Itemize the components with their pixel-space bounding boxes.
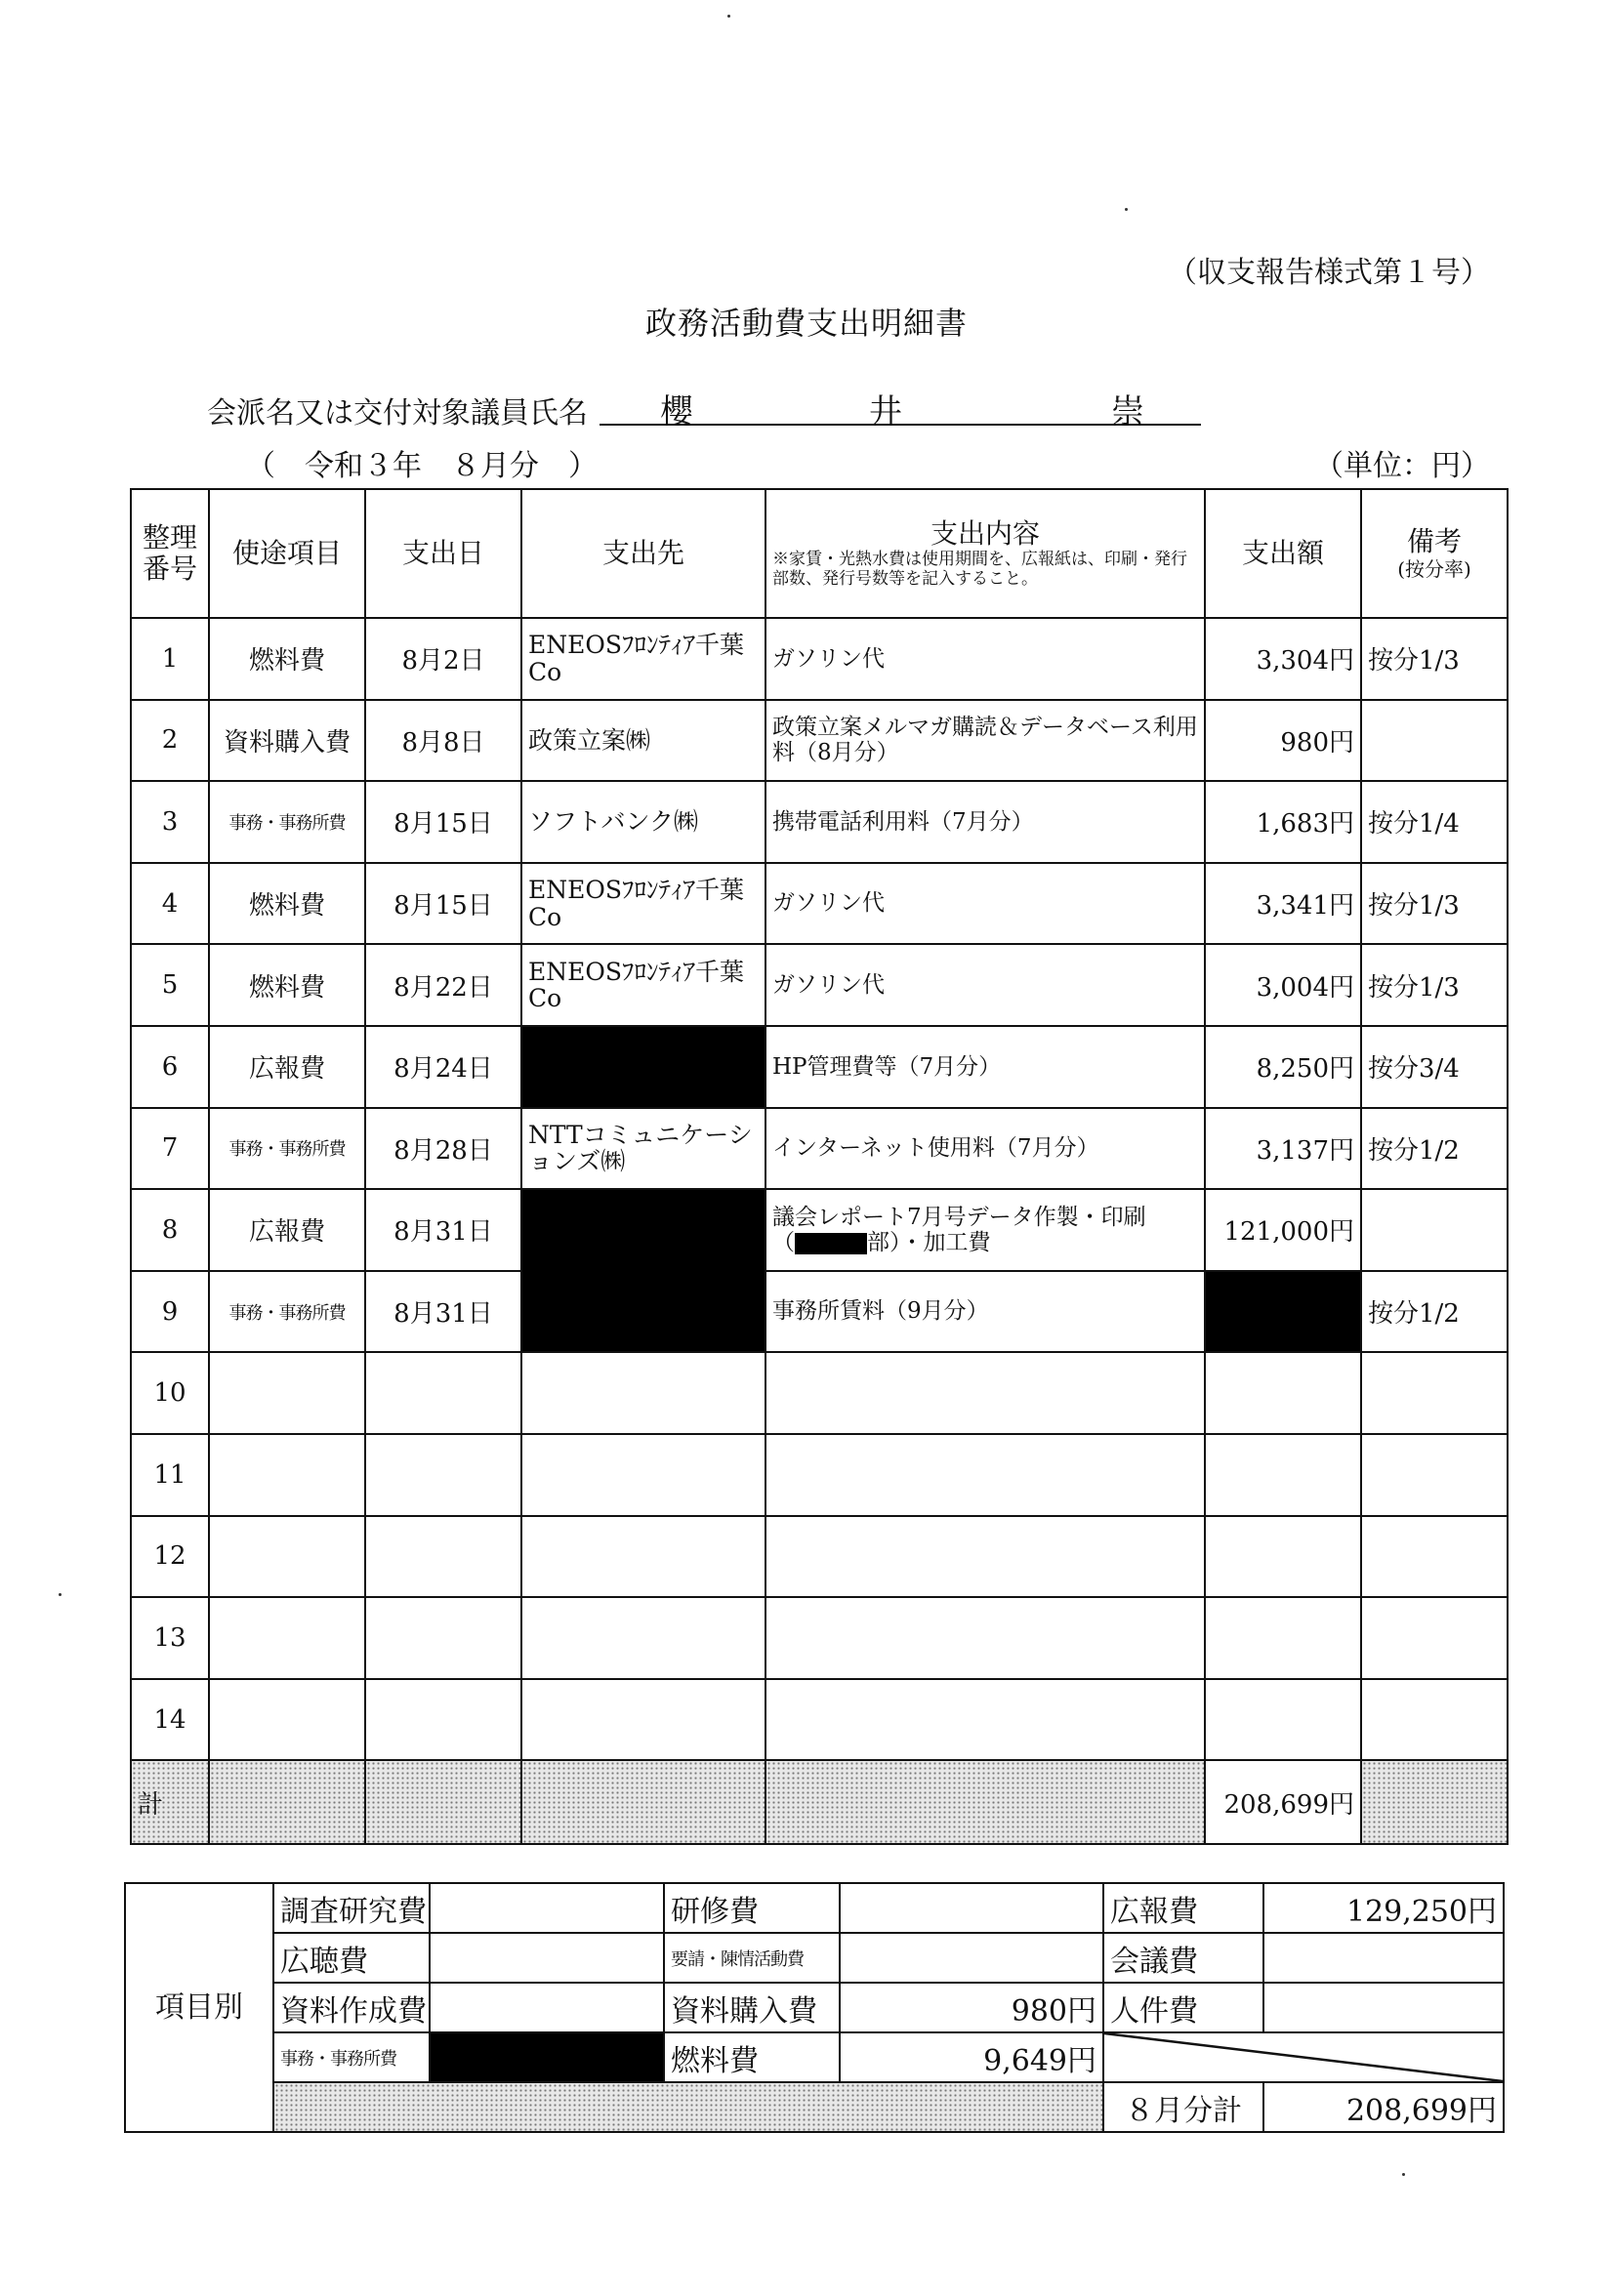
row-remarks bbox=[1361, 1189, 1508, 1271]
table-row bbox=[131, 1597, 1508, 1679]
row-content: ガソリン代 bbox=[765, 944, 1205, 1026]
empty-cell bbox=[765, 1516, 1205, 1598]
expense-detail-table bbox=[130, 488, 1509, 1845]
kocho-amount bbox=[430, 1933, 664, 1983]
row-payee: ソフトバンク㈱ bbox=[521, 781, 765, 863]
empty-cell bbox=[1205, 1352, 1361, 1434]
row-no: 5 bbox=[131, 944, 209, 1026]
empty-cell bbox=[209, 1516, 365, 1598]
scan-speck bbox=[59, 1593, 62, 1596]
empty-cell bbox=[1361, 1516, 1508, 1598]
row-category: 広報費 bbox=[209, 1026, 365, 1108]
empty-cell bbox=[1361, 1352, 1508, 1434]
table-row bbox=[131, 1516, 1508, 1598]
row-content: ガソリン代 bbox=[765, 863, 1205, 945]
empty-cell bbox=[209, 1597, 365, 1679]
row-date: 8月15日 bbox=[365, 863, 521, 945]
form-number: （収支報告様式第１号） bbox=[1168, 256, 1490, 290]
shaded-cell bbox=[209, 1760, 365, 1844]
yosei-label: 要請・陳情活動費 bbox=[664, 1933, 840, 1983]
empty-cell bbox=[1361, 1679, 1508, 1761]
row-date: 8月31日 bbox=[365, 1271, 521, 1353]
koho-amount: 129,250円 bbox=[1263, 1883, 1504, 1933]
empty-cell bbox=[1205, 1434, 1361, 1516]
konyu-amount: 980円 bbox=[840, 1983, 1103, 2032]
row-amount: 3,341円 bbox=[1205, 863, 1361, 945]
row-category: 資料購入費 bbox=[209, 700, 365, 782]
row-no: 1 bbox=[131, 618, 209, 700]
empty-cell bbox=[365, 1434, 521, 1516]
jimu-label: 事務・事務所費 bbox=[273, 2032, 430, 2082]
kenshu-amount bbox=[840, 1883, 1103, 1933]
diagonal-blank-cell bbox=[1103, 2032, 1504, 2082]
empty-cell bbox=[1361, 1434, 1508, 1516]
total-amount: 208,699円 bbox=[1205, 1760, 1361, 1844]
header-content-note: ※家賃・光熱水費は使用期間を、広報紙は、印刷・発行部数、発行号数等を記入すること。 bbox=[772, 549, 1187, 590]
row-remarks: 按分1/3 bbox=[1361, 944, 1508, 1026]
row-no: 10 bbox=[131, 1352, 209, 1434]
row-amount: 3,304円 bbox=[1205, 618, 1361, 700]
row-content: インターネット使用料（7月分） bbox=[765, 1108, 1205, 1190]
table-row bbox=[131, 1271, 1508, 1353]
content-suffix: 部）・加工費 bbox=[867, 1229, 991, 1255]
summary-side-label: 項目別 bbox=[125, 1883, 273, 2132]
header-content-title: 支出内容 bbox=[930, 516, 1040, 550]
row-date: 8月24日 bbox=[365, 1026, 521, 1108]
table-row bbox=[131, 618, 1508, 700]
row-category: 事務・事務所費 bbox=[209, 1271, 365, 1353]
table-row bbox=[131, 781, 1508, 863]
row-no: 6 bbox=[131, 1026, 209, 1108]
total-row bbox=[131, 1760, 1508, 1844]
empty-cell bbox=[209, 1434, 365, 1516]
table-row bbox=[131, 1108, 1508, 1190]
row-no: 8 bbox=[131, 1189, 209, 1271]
jinken-label: 人件費 bbox=[1103, 1983, 1263, 2032]
sakusei-label: 資料作成費 bbox=[273, 1983, 430, 2032]
redacted-amount bbox=[1205, 1271, 1361, 1353]
row-remarks: 按分1/4 bbox=[1361, 781, 1508, 863]
redacted-quantity bbox=[795, 1233, 867, 1254]
header-payee: 支出先 bbox=[521, 489, 765, 618]
row-content: 携帯電話利用料（7月分） bbox=[765, 781, 1205, 863]
row-amount: 8,250円 bbox=[1205, 1026, 1361, 1108]
row-date: 8月8日 bbox=[365, 700, 521, 782]
header-category: 使途項目 bbox=[209, 489, 365, 618]
empty-cell bbox=[521, 1434, 765, 1516]
empty-cell bbox=[365, 1516, 521, 1598]
row-remarks: 按分1/3 bbox=[1361, 618, 1508, 700]
empty-cell bbox=[209, 1679, 365, 1761]
header-amount: 支出額 bbox=[1205, 489, 1361, 618]
row-payee: ENEOSﾌﾛﾝﾃｨｱ千葉Co bbox=[521, 618, 765, 700]
yosei-amount bbox=[840, 1933, 1103, 1983]
shaded-cell bbox=[365, 1760, 521, 1844]
row-no: 9 bbox=[131, 1271, 209, 1353]
content-paren: （ bbox=[772, 1229, 795, 1255]
row-category: 事務・事務所費 bbox=[209, 781, 365, 863]
nenryo-amount: 9,649円 bbox=[840, 2032, 1103, 2082]
shaded-cell bbox=[521, 1760, 765, 1844]
table-row bbox=[131, 1026, 1508, 1108]
row-amount: 121,000円 bbox=[1205, 1189, 1361, 1271]
redacted-jimu-amount bbox=[430, 2032, 664, 2082]
table-header-row bbox=[131, 489, 1508, 618]
header-content bbox=[765, 489, 1205, 618]
row-remarks: 按分3/4 bbox=[1361, 1026, 1508, 1108]
row-remarks: 按分1/3 bbox=[1361, 863, 1508, 945]
kaigi-label: 会議費 bbox=[1103, 1933, 1263, 1983]
chosa-amount bbox=[430, 1883, 664, 1933]
row-content: 事務所賃料（9月分） bbox=[765, 1271, 1205, 1353]
row-date: 8月2日 bbox=[365, 618, 521, 700]
shaded-cell bbox=[765, 1760, 1205, 1844]
header-no: 整理番号 bbox=[131, 489, 209, 618]
row-content: ガソリン代 bbox=[765, 618, 1205, 700]
row-content: 政策立案メルマガ購読＆データベース利用料（8月分） bbox=[765, 700, 1205, 782]
row-no: 13 bbox=[131, 1597, 209, 1679]
row-no: 7 bbox=[131, 1108, 209, 1190]
month-total-label: ８月分計 bbox=[1103, 2082, 1263, 2132]
total-label: 計 bbox=[131, 1760, 209, 1844]
kocho-label: 広聴費 bbox=[273, 1933, 430, 1983]
row-content: HP管理費等（7月分） bbox=[765, 1026, 1205, 1108]
header-remarks-title: 備考 bbox=[1406, 525, 1462, 558]
empty-cell bbox=[521, 1352, 765, 1434]
empty-cell bbox=[765, 1679, 1205, 1761]
row-date: 8月31日 bbox=[365, 1189, 521, 1271]
table-row bbox=[131, 863, 1508, 945]
kaigi-amount bbox=[1263, 1933, 1504, 1983]
table-row bbox=[131, 1189, 1508, 1271]
table-row bbox=[131, 1352, 1508, 1434]
row-no: 3 bbox=[131, 781, 209, 863]
chosa-label: 調査研究費 bbox=[273, 1883, 430, 1933]
row-amount: 3,004円 bbox=[1205, 944, 1361, 1026]
empty-cell bbox=[365, 1597, 521, 1679]
member-name-part-3: 崇 bbox=[1111, 392, 1144, 431]
name-underline bbox=[600, 424, 1201, 426]
empty-cell bbox=[1205, 1679, 1361, 1761]
row-category: 燃料費 bbox=[209, 618, 365, 700]
row-no: 14 bbox=[131, 1679, 209, 1761]
kenshu-label: 研修費 bbox=[664, 1883, 840, 1933]
member-name-part-1: 櫻 bbox=[660, 392, 693, 431]
row-amount: 1,683円 bbox=[1205, 781, 1361, 863]
sakusei-amount bbox=[430, 1983, 664, 2032]
row-no: 2 bbox=[131, 700, 209, 782]
row-category: 燃料費 bbox=[209, 863, 365, 945]
member-name-part-2: 井 bbox=[869, 392, 902, 431]
empty-cell bbox=[365, 1352, 521, 1434]
row-date: 8月28日 bbox=[365, 1108, 521, 1190]
month-total-amount: 208,699円 bbox=[1263, 2082, 1504, 2132]
empty-cell bbox=[209, 1352, 365, 1434]
row-payee: ENEOSﾌﾛﾝﾃｨｱ千葉Co bbox=[521, 944, 765, 1026]
row-remarks: 按分1/2 bbox=[1361, 1108, 1508, 1190]
empty-cell bbox=[1361, 1597, 1508, 1679]
konyu-label: 資料購入費 bbox=[664, 1983, 840, 2032]
empty-cell bbox=[365, 1679, 521, 1761]
row-no: 12 bbox=[131, 1516, 209, 1598]
empty-cell bbox=[765, 1597, 1205, 1679]
row-category: 事務・事務所費 bbox=[209, 1108, 365, 1190]
redacted-payee bbox=[521, 1026, 765, 1108]
empty-cell bbox=[765, 1352, 1205, 1434]
scan-speck bbox=[727, 15, 730, 18]
shaded-cell bbox=[273, 2082, 1103, 2132]
jinken-amount bbox=[1263, 1983, 1504, 2032]
row-content-line2 bbox=[772, 1230, 1198, 1255]
row-amount: 980円 bbox=[1205, 700, 1361, 782]
row-no: 4 bbox=[131, 863, 209, 945]
scan-speck bbox=[1125, 208, 1128, 211]
scan-speck bbox=[1402, 2173, 1405, 2176]
name-label: 会派名又は交付対象議員氏名 bbox=[207, 396, 588, 430]
header-remarks bbox=[1361, 489, 1508, 618]
table-row bbox=[131, 944, 1508, 1026]
empty-cell bbox=[521, 1597, 765, 1679]
empty-cell bbox=[1205, 1597, 1361, 1679]
row-content bbox=[765, 1189, 1205, 1271]
table-row bbox=[131, 700, 1508, 782]
row-remarks: 按分1/2 bbox=[1361, 1271, 1508, 1353]
nenryo-label: 燃料費 bbox=[664, 2032, 840, 2082]
redacted-payee bbox=[521, 1189, 765, 1352]
koho-label: 広報費 bbox=[1103, 1883, 1263, 1933]
header-remarks-sub: (按分率) bbox=[1397, 556, 1471, 581]
row-payee: NTTコミュニケーションズ㈱ bbox=[521, 1108, 765, 1190]
row-category: 広報費 bbox=[209, 1189, 365, 1271]
row-payee: ENEOSﾌﾛﾝﾃｨｱ千葉Co bbox=[521, 863, 765, 945]
row-category: 燃料費 bbox=[209, 944, 365, 1026]
empty-cell bbox=[1205, 1516, 1361, 1598]
row-date: 8月22日 bbox=[365, 944, 521, 1026]
row-content-line1: 議会レポート7月号データ作製・印刷 bbox=[772, 1204, 1146, 1230]
row-date: 8月15日 bbox=[365, 781, 521, 863]
table-row bbox=[131, 1679, 1508, 1761]
row-no: 11 bbox=[131, 1434, 209, 1516]
header-date: 支出日 bbox=[365, 489, 521, 618]
unit-label: （単位：円） bbox=[1314, 449, 1490, 483]
row-remarks bbox=[1361, 700, 1508, 782]
table-row bbox=[131, 1434, 1508, 1516]
period-label: （ 令和３年 ８月分 ） bbox=[246, 449, 598, 483]
row-amount: 3,137円 bbox=[1205, 1108, 1361, 1190]
document-title: 政務活動費支出明細書 bbox=[644, 305, 968, 342]
empty-cell bbox=[521, 1516, 765, 1598]
category-summary-table bbox=[124, 1882, 1505, 2133]
row-payee: 政策立案㈱ bbox=[521, 700, 765, 782]
empty-cell bbox=[521, 1679, 765, 1761]
shaded-cell bbox=[1361, 1760, 1508, 1844]
empty-cell bbox=[765, 1434, 1205, 1516]
